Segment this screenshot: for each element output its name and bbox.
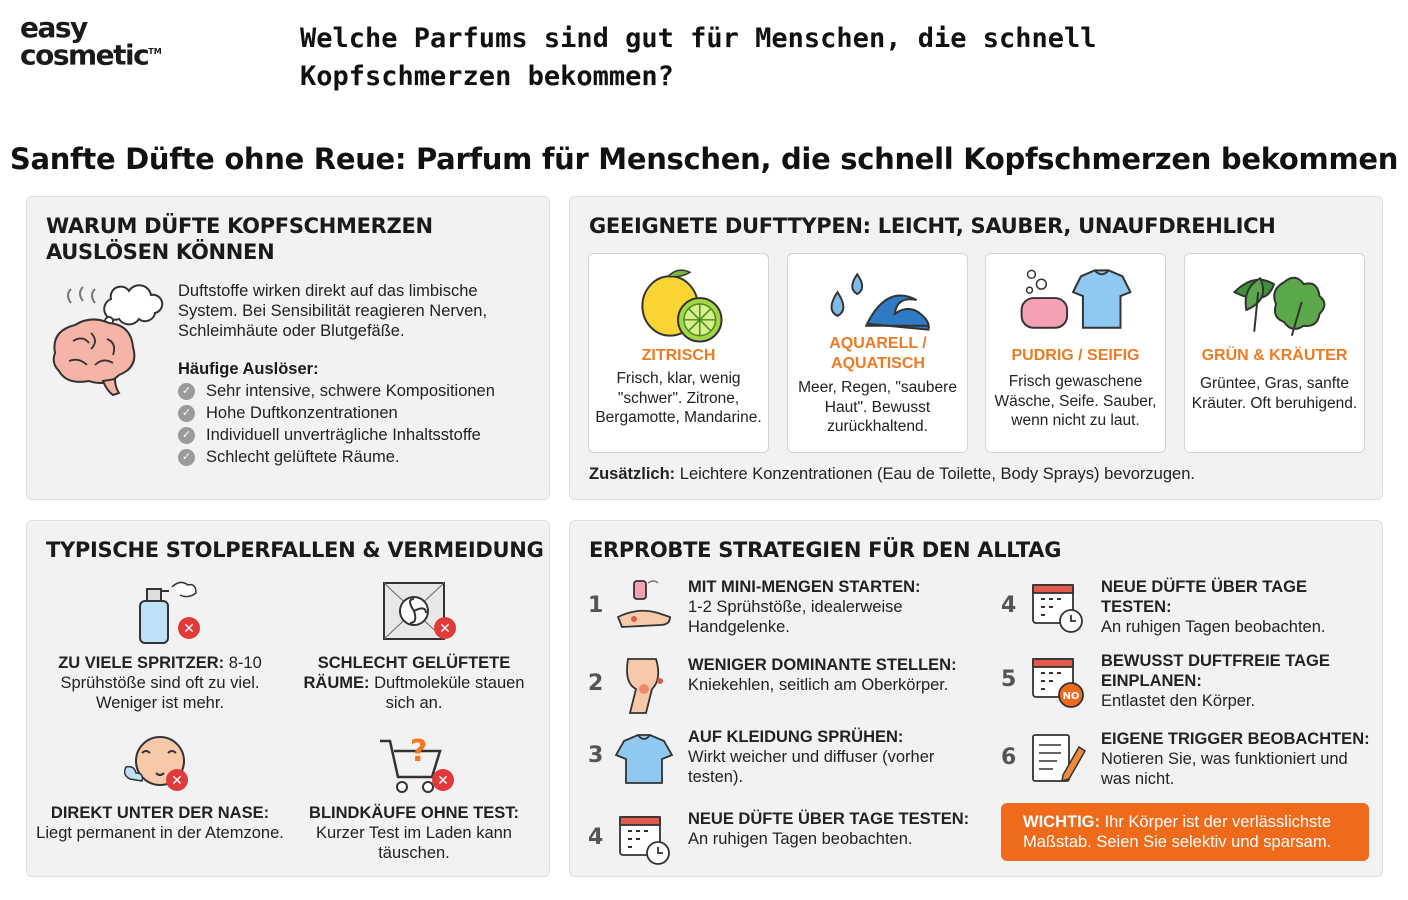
strategy-item (588, 577, 988, 643)
scent-card-desc: Meer, Regen, "saubere Haut". Bewusst zurückhaltend. (798, 379, 957, 435)
trigger-item: ✓ Sehr intensive, schwere Kompositionen (178, 380, 495, 402)
x-mark-icon: ✕ (178, 617, 200, 639)
strategy-number: 5 (1001, 667, 1017, 692)
strategy-item (588, 809, 988, 875)
pitfall-item (289, 727, 539, 863)
pitfall-item (35, 577, 285, 713)
spray-bottle-icon (120, 577, 200, 647)
strategy-item (1001, 651, 1381, 717)
strategy-text: MIT MINI-MENGEN STARTEN: 1-2 Sprühstöße, idealerweise Handgelenke. (688, 578, 921, 636)
brand-logo (20, 11, 190, 72)
triggers-list (178, 380, 495, 468)
scent-card-desc: Frisch gewaschene Wäsche, Seife. Sauber, wenn nicht zu laut. (994, 373, 1157, 429)
scent-types-panel (569, 196, 1383, 500)
scent-types-title: GEEIGNETE DUFTTYPEN: LEICHT, SAUBER, UNAUFDREHLICH (589, 214, 1276, 238)
check-icon: ✓ (178, 449, 195, 466)
strategy-number: 2 (588, 671, 604, 696)
strategy-text: EIGENE TRIGGER BEOBACHTEN: Notieren Sie, was funktioniert und was nicht. (1101, 730, 1370, 788)
strategy-text: AUF KLEIDUNG SPRÜHEN: Wirkt weicher und diffuser (vorher testen). (688, 728, 935, 786)
cart-question-icon (374, 727, 454, 797)
strategy-text: NEUE DÜFTE ÜBER TAGE TESTEN: An ruhigen Tagen beobachten. (688, 810, 970, 848)
x-mark-icon: ✕ (166, 769, 188, 791)
pitfall-text: DIREKT UNTER DER NASE: Liegt permanent in der Atemzone. (36, 804, 284, 842)
strategy-number: 6 (1001, 745, 1017, 770)
x-mark-icon: ✕ (434, 617, 456, 639)
calendar-clock-icon (614, 809, 674, 869)
scent-card-name: ZITRISCH (641, 347, 716, 364)
pitfall-item (289, 577, 539, 713)
page-question: Welche Parfums sind gut für Menschen, die schnell Kopfschmerzen bekommen? (300, 23, 1097, 92)
herb-leaves-icon (1185, 262, 1364, 344)
strategy-text: BEWUSST DUFTFREIE TAGE EINPLANEN: Entlastet den Körper. (1101, 652, 1330, 710)
fan-vent-icon (374, 577, 454, 647)
wrist-spray-icon (614, 577, 674, 637)
strategy-number: 3 (588, 743, 604, 768)
scent-card-name: PUDRIG / SEIFIG (1011, 347, 1140, 364)
strategy-text: NEUE DÜFTE ÜBER TAGE TESTEN: An ruhigen Tagen beobachten. (1101, 578, 1326, 636)
face-sniff-icon (120, 727, 200, 797)
check-icon: ✓ (178, 405, 195, 422)
soap-shirt-icon (986, 262, 1165, 344)
lemon-lime-icon (589, 262, 768, 344)
strategy-item (588, 727, 988, 793)
why-panel (26, 196, 550, 500)
brand-trademark: TM (148, 47, 162, 56)
brand-logo-line2: cosmetic™ (20, 38, 162, 72)
pitfall-text: SCHLECHT GELÜFTETE RÄUME: Duftmoleküle stauen sich an. (303, 654, 525, 712)
strategy-number: 4 (588, 825, 604, 850)
pitfall-text: ZU VIELE SPRITZER: 8-10 Sprühstöße sind oft zu viel. Weniger ist mehr. (58, 654, 262, 712)
scent-card-name: AQUARELL / AQUATISCH (829, 335, 927, 372)
brand-logo-line1: easy (20, 11, 87, 44)
no-badge: NO (1062, 691, 1080, 702)
water-wave-icon (788, 262, 967, 344)
pitfall-item (35, 727, 285, 843)
scent-card-green (1184, 253, 1365, 453)
strategy-number: 1 (588, 593, 604, 618)
calendar-no-icon (1027, 651, 1087, 711)
strategy-text: WENIGER DOMINANTE STELLEN: Kniekehlen, seitlich am Oberkörper. (688, 656, 957, 694)
scent-card-desc: Frisch, klar, wenig "schwer". Zitrone, Bergamotte, Mandarine. (595, 370, 762, 426)
strategy-item (1001, 729, 1381, 795)
tshirt-icon (614, 727, 674, 787)
strategy-number: 4 (1001, 593, 1017, 618)
check-icon: ✓ (178, 427, 195, 444)
knee-icon (614, 655, 674, 715)
trigger-item: ✓ Schlecht gelüftete Räume. (178, 446, 495, 468)
notepad-pen-icon (1027, 729, 1087, 789)
trigger-item: ✓ Hohe Duftkonzentrationen (178, 402, 495, 424)
scent-card-name: GRÜN & KRÄUTER (1201, 347, 1348, 364)
pitfalls-title: TYPISCHE STOLPERFALLEN & VERMEIDUNG (46, 538, 544, 562)
pitfall-text: BLINDKÄUFE OHNE TEST: Kurzer Test im Laden kann täuschen. (309, 804, 519, 862)
strategy-item (588, 655, 988, 721)
x-mark-icon: ✕ (432, 769, 454, 791)
strategies-title: ERPROBTE STRATEGIEN FÜR DEN ALLTAG (589, 538, 1062, 562)
scent-card-desc: Grüntee, Gras, sanfte Kräuter. Oft beruhigend. (1191, 375, 1358, 412)
check-icon: ✓ (178, 383, 195, 400)
pitfalls-panel (26, 520, 550, 877)
why-intro: Duftstoffe wirken direkt auf das limbische System. Bei Sensibilität reagieren Nerven, Schleimhäute oder Blutgefäße. (178, 282, 488, 340)
page-title: Sanfte Düfte ohne Reue: Parfum für Menschen, die schnell Kopfschmerzen bekommen (9, 142, 1399, 176)
triggers-title: Häufige Auslöser: (178, 360, 319, 378)
strategies-panel (569, 520, 1383, 877)
scent-card-aquatic (787, 253, 968, 453)
calendar-clock-icon (1027, 577, 1087, 637)
trigger-item: ✓ Individuell unverträgliche Inhaltsstoffe (178, 424, 495, 446)
scent-card-powdery (985, 253, 1166, 453)
warning-box: WICHTIG: Ihr Körper ist der verlässlichste Maßstab. Seien Sie selektiv und sparsam. (1001, 803, 1369, 861)
types-note: Zusätzlich: Leichtere Konzentrationen (Eau de Toilette, Body Sprays) bevorzugen. (589, 465, 1195, 483)
why-title: WARUM DÜFTE KOPFSCHMERZEN AUSLÖSEN KÖNNEN (46, 214, 433, 264)
brain-headache-icon (43, 281, 165, 401)
svg-text:?: ? (410, 734, 428, 769)
scent-card-citrus (588, 253, 769, 453)
strategy-item (1001, 577, 1381, 643)
